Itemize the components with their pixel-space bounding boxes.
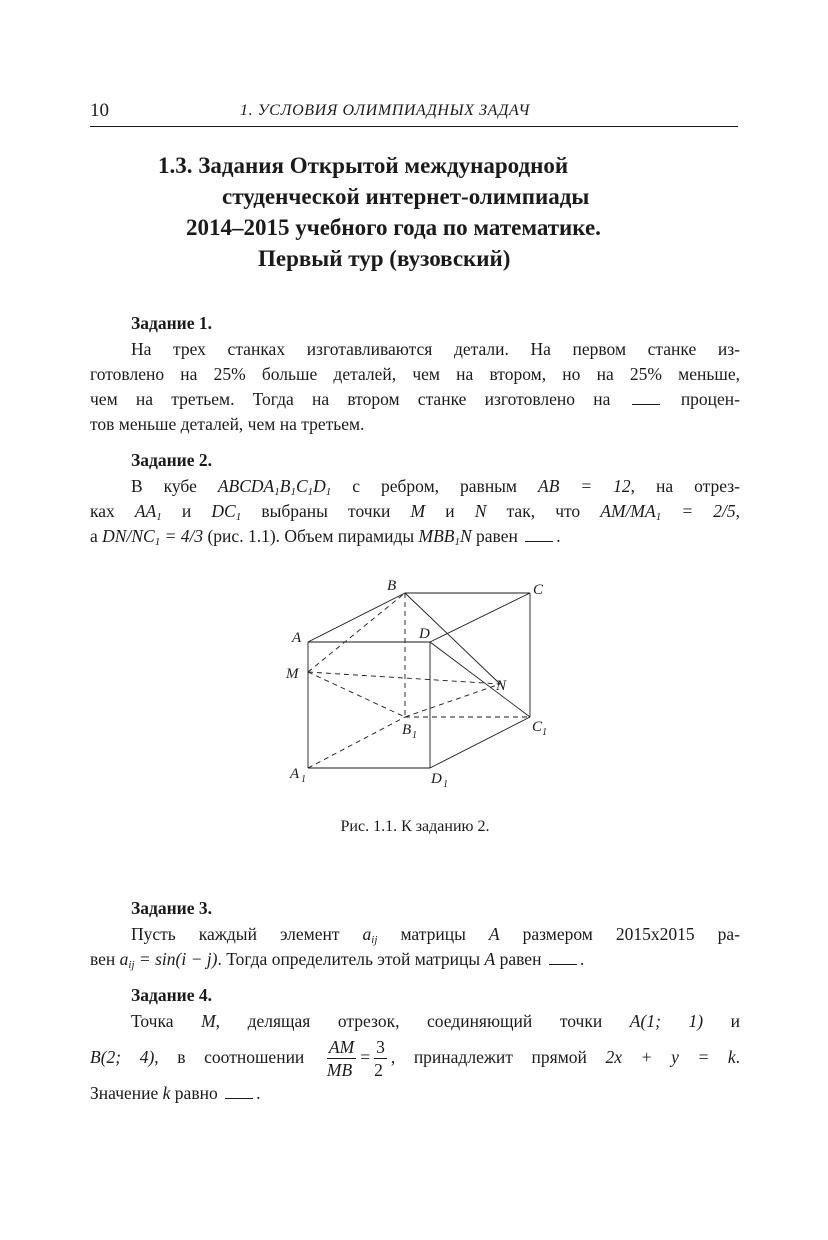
answer-blank[interactable] [632, 390, 660, 405]
label-d: D [419, 626, 430, 642]
figure-caption: Рис. 1.1. К заданию 2. [340, 818, 490, 835]
text-part: с ребром, равным [352, 476, 518, 496]
label-d1: D [431, 771, 442, 787]
task-1-line [90, 387, 740, 412]
subscript: 1 [655, 511, 662, 523]
text-part: Точка [131, 1011, 174, 1031]
label-c1-sub: 1 [542, 727, 547, 738]
fraction-denominator: MB [326, 1060, 353, 1081]
task-2-line [90, 499, 740, 524]
label-d1-sub: 1 [443, 779, 448, 790]
text-part: . [735, 1047, 741, 1067]
math-part: DN/NC [102, 526, 155, 546]
edge-d1c1 [430, 717, 530, 768]
math-part: B [279, 476, 291, 496]
section-title-line-3: 2014–2015 учебного года по математике. [186, 215, 601, 240]
fraction-numerator: AM [328, 1037, 355, 1058]
subscript: ij [371, 934, 378, 946]
task-3-line [90, 947, 740, 972]
cube-figure [280, 572, 560, 794]
fraction-3-2 [374, 1036, 387, 1081]
fraction-numerator: 3 [376, 1037, 385, 1058]
task-3-line [90, 922, 740, 947]
subscript: 1 [235, 511, 242, 523]
task-2-text [90, 474, 740, 549]
text-part: ках [90, 501, 115, 521]
label-a: A [292, 630, 302, 646]
task-1-text-part: чем на третьем. Тогда на втором станке изготовлено на [90, 389, 611, 409]
math-cube-name [218, 476, 331, 496]
text-part: , на отрез- [630, 476, 740, 496]
answer-blank[interactable] [549, 950, 577, 965]
label-a1-sub: 1 [301, 774, 306, 785]
math-ratio-dn [102, 526, 203, 546]
math-element [363, 924, 378, 944]
subscript: 1 [156, 511, 162, 523]
math-part: ABCDA [217, 476, 275, 496]
math-segment-aa1 [135, 501, 162, 521]
text-part: равно [174, 1083, 218, 1104]
math-part: k [162, 1083, 171, 1104]
task-3-heading: Задание 3. [131, 898, 213, 918]
label-b1: B [402, 722, 412, 738]
text-part: и [445, 501, 455, 521]
label-b1-sub: 1 [412, 730, 417, 741]
math-part: A(1; 1) [629, 1011, 704, 1031]
math-part: AB = 12 [538, 476, 631, 496]
math-part: = 2/5 [681, 501, 736, 521]
label-c1: C [532, 719, 543, 735]
label-c: C [533, 582, 544, 598]
math-part: D [313, 476, 326, 496]
subscript: 1 [290, 486, 296, 498]
text-part: . [556, 526, 561, 546]
math-segment-dc1 [211, 501, 241, 521]
math-part: = 4/3 [164, 526, 204, 546]
task-2-line [90, 474, 740, 499]
task-1-text-part: процен- [680, 389, 741, 409]
label-a1: A [290, 766, 300, 782]
running-head [90, 98, 738, 127]
task-4-line [90, 1009, 740, 1034]
text-part: , в соотношении [154, 1047, 305, 1067]
equals-sign: = [360, 1047, 371, 1067]
math-part: A [484, 949, 496, 969]
math-part: MBB [418, 526, 455, 546]
section-title-line-2: студенческой интернет-олимпиады [222, 184, 590, 209]
task-3-text [90, 922, 740, 972]
task-1-line: тов меньше деталей, чем на третьем. [90, 414, 365, 434]
subscript: 1 [454, 536, 460, 548]
math-part: M [201, 1011, 216, 1031]
math-part: M [410, 501, 426, 521]
subscript: 1 [154, 536, 161, 548]
math-part: a [362, 924, 372, 944]
subscript: 1 [307, 486, 314, 498]
text-part: размером 2015x2015 ра- [522, 924, 741, 944]
text-part: , делящая отрезок, соединяющий точки [215, 1011, 603, 1031]
section-title-line-4: Первый тур (вузовский) [258, 246, 511, 271]
hidden-edge-b1n [405, 684, 500, 717]
text-part: и [181, 501, 192, 521]
task-4-heading: Задание 4. [131, 985, 213, 1005]
diagonal-dc1 [430, 642, 530, 717]
answer-blank[interactable] [525, 527, 553, 542]
math-part: A [488, 924, 500, 944]
fraction-am-mb [327, 1036, 356, 1081]
text-part: (рис. 1.1). Объем пирамиды [207, 526, 415, 546]
section-title-line-1: 1.3. Задания Открытой международной [158, 153, 569, 178]
text-part: , принадлежит прямой [390, 1047, 587, 1067]
section-title [90, 150, 738, 274]
math-part: N [459, 526, 472, 546]
edge-ab [308, 593, 405, 642]
math-part: AA [134, 501, 157, 521]
answer-blank[interactable] [225, 1084, 253, 1099]
text-part: матрицы [400, 924, 466, 944]
text-part: так, что [506, 501, 581, 521]
hidden-edge-mn [308, 672, 500, 684]
text-part: вен [90, 949, 116, 969]
task-4-text [90, 1009, 740, 1106]
label-b: B [387, 578, 397, 594]
task-4-line [90, 1034, 740, 1081]
text-part: , [735, 501, 740, 521]
math-ratio-am [600, 501, 735, 521]
label-m: M [286, 666, 299, 682]
edge-dc [430, 593, 530, 642]
text-part: . [256, 1083, 261, 1104]
hidden-edge-a1b1 [308, 717, 405, 768]
task-1-line: готовлено на 25% больше деталей, чем на втором, но на 25% меньше, [90, 364, 740, 384]
text-part: В кубе [131, 476, 197, 496]
math-part: N [474, 501, 487, 521]
math-part: AM/MA [600, 501, 656, 521]
page-number: 10 [90, 100, 109, 121]
fraction-denominator: 2 [374, 1060, 383, 1081]
text-part: Значение [90, 1083, 159, 1104]
text-part: Пусть каждый элемент [131, 924, 340, 944]
text-part: выбраны точки [261, 501, 391, 521]
math-element [120, 949, 218, 969]
math-pyramid [419, 526, 472, 546]
text-part: а [90, 526, 98, 546]
math-part: B(2; 4) [90, 1047, 155, 1067]
math-part: C [295, 476, 308, 496]
subscript: 1 [274, 486, 280, 498]
subscript: ij [128, 959, 135, 971]
hidden-edge-mb [308, 593, 405, 672]
text-part: равен [476, 526, 518, 546]
task-2-heading: Задание 2. [131, 450, 213, 470]
label-n: N [496, 678, 507, 694]
hidden-edge-mb1 [308, 672, 405, 717]
text-part: . Тогда определитель этой матрицы [217, 949, 481, 969]
text-part: и [730, 1011, 740, 1031]
task-2-line [90, 524, 740, 549]
subscript: 1 [325, 486, 332, 498]
math-part: 2x + y = k [605, 1047, 736, 1067]
task-1-text [90, 337, 740, 437]
running-title: 1. УСЛОВИЯ ОЛИМПИАДНЫХ ЗАДАЧ [240, 102, 531, 119]
text-part: равен [499, 949, 542, 969]
text-part: . [579, 949, 585, 969]
math-part: a [119, 949, 129, 969]
math-part: = sin(i − j) [138, 949, 218, 969]
task-1-line: На трех станках изготавливаются детали. На первом станке из- [131, 339, 740, 359]
task-1-heading: Задание 1. [131, 313, 213, 333]
math-part: DC [211, 501, 236, 521]
task-4-line [90, 1081, 740, 1106]
